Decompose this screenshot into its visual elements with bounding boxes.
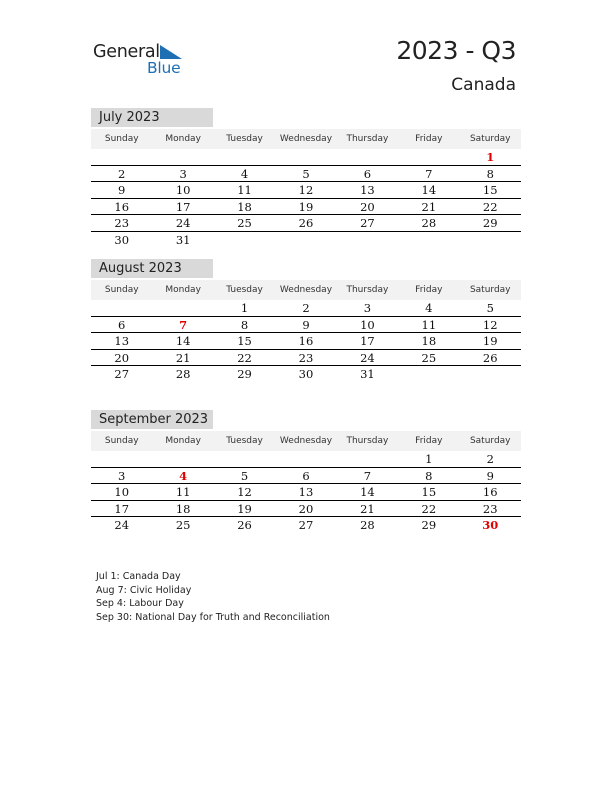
day-cell: 10: [360, 317, 375, 332]
weekday-label: Wednesday: [279, 436, 333, 446]
day-cell: 23: [482, 501, 498, 516]
day-cell: 11: [421, 317, 437, 332]
day-cell: 29: [482, 216, 498, 230]
week-row: [91, 468, 521, 485]
holiday-day-cell: 4: [179, 468, 188, 483]
day-cell: 4: [425, 301, 433, 315]
weekday-label: Wednesday: [279, 285, 333, 295]
day-cell: 9: [302, 317, 310, 332]
day-cell: 10: [175, 183, 191, 197]
day-cell: 16: [482, 485, 498, 499]
day-cell: 11: [237, 183, 252, 197]
day-cell: 7: [363, 468, 372, 483]
day-cell: [275, 149, 336, 165]
day-cell: 22: [421, 501, 437, 516]
day-cell: 7: [425, 166, 433, 181]
holiday-item: Sep 30: National Day for Truth and Reconciliation: [96, 611, 330, 623]
day-cell: 25: [421, 350, 437, 365]
day-cell: [152, 451, 213, 467]
month-title: July 2023: [91, 108, 213, 127]
logo-text-general: General: [93, 42, 160, 62]
day-cell: 23: [298, 350, 314, 365]
page-title: 2023 - Q3: [396, 36, 516, 65]
day-cell: 26: [237, 518, 252, 532]
day-cell: 6: [118, 317, 126, 332]
day-cell: 9: [486, 468, 494, 483]
month-august: [91, 259, 521, 383]
day-cell: [337, 451, 398, 467]
day-cell: 24: [114, 518, 130, 532]
day-cell: 19: [482, 334, 498, 348]
week-row: [91, 182, 521, 199]
day-cell: 1: [425, 452, 433, 466]
day-cell: 18: [421, 334, 437, 348]
day-cell: [214, 149, 275, 165]
weekday-label: Sunday: [104, 134, 139, 144]
day-cell: 13: [360, 183, 375, 197]
day-cell: 26: [482, 350, 498, 365]
weekday-label: Saturday: [469, 436, 511, 446]
week-row: [91, 484, 521, 501]
day-cell: 15: [237, 334, 252, 348]
day-cell: 31: [175, 232, 191, 247]
weekday-label: Sunday: [104, 436, 139, 446]
day-cell: 17: [114, 501, 130, 516]
day-cell: 18: [237, 199, 252, 214]
day-cell: 29: [421, 518, 437, 532]
day-cell: 21: [421, 199, 437, 214]
week-row: [91, 333, 521, 350]
holiday-day-cell: 30: [482, 518, 499, 532]
day-cell: 20: [298, 501, 314, 516]
weekday-label: Tuesday: [226, 285, 263, 295]
day-cell: 27: [298, 518, 314, 532]
week-row: [91, 366, 521, 383]
day-cell: 22: [237, 350, 252, 365]
day-cell: [152, 300, 213, 316]
day-cell: 22: [482, 199, 498, 214]
holiday-list: [96, 570, 330, 624]
day-cell: 5: [486, 301, 494, 315]
day-cell: 17: [175, 199, 191, 214]
day-cell: 2: [118, 166, 126, 181]
weekday-label: Thursday: [346, 436, 389, 446]
week-row: [91, 166, 521, 183]
day-cell: [91, 149, 152, 165]
day-cell: [152, 149, 213, 165]
day-cell: 12: [482, 317, 498, 332]
day-cell: 12: [298, 183, 314, 197]
weekday-label: Saturday: [469, 285, 511, 295]
day-cell: 3: [118, 468, 126, 483]
day-cell: 14: [421, 183, 437, 197]
day-cell: [275, 232, 336, 249]
day-cell: [337, 232, 398, 249]
logo: [93, 42, 193, 82]
day-cell: 15: [482, 183, 498, 197]
day-cell: 18: [175, 501, 191, 516]
day-cell: 8: [486, 166, 494, 181]
weekday-label: Monday: [165, 285, 201, 295]
weekday-label: Monday: [165, 436, 201, 446]
week-row: [91, 317, 521, 334]
day-cell: 13: [114, 334, 130, 348]
day-cell: 14: [360, 485, 375, 499]
day-cell: 30: [298, 367, 314, 381]
week-row: [91, 199, 521, 216]
day-cell: 3: [363, 301, 372, 315]
month-title: September 2023: [91, 410, 213, 429]
day-cell: [460, 366, 521, 383]
day-cell: [91, 300, 152, 316]
day-cell: 19: [237, 501, 252, 516]
week-row: [91, 501, 521, 518]
month-september: [91, 410, 521, 534]
day-cell: 5: [240, 468, 249, 483]
day-cell: 8: [425, 468, 433, 483]
weekday-label: Thursday: [346, 285, 389, 295]
day-cell: 2: [302, 301, 310, 315]
holiday-item: Aug 7: Civic Holiday: [96, 584, 192, 596]
day-cell: 16: [114, 199, 130, 214]
day-cell: 2: [486, 452, 494, 466]
week-row: [91, 350, 521, 367]
day-cell: 20: [114, 350, 130, 365]
day-cell: [337, 149, 398, 165]
day-cell: 15: [421, 485, 437, 499]
holiday-item: Jul 1: Canada Day: [96, 571, 181, 582]
weekday-label: Tuesday: [226, 436, 263, 446]
weekday-header-row: [91, 129, 521, 149]
day-cell: 28: [421, 216, 437, 230]
weekday-label: Saturday: [469, 134, 511, 144]
holiday-item: Sep 4: Labour Day: [96, 598, 184, 609]
day-cell: 27: [360, 216, 375, 230]
day-cell: [91, 451, 152, 467]
weekday-header-row: [91, 280, 521, 300]
day-cell: 6: [302, 468, 310, 483]
weekday-label: Sunday: [104, 285, 139, 295]
day-cell: 8: [240, 317, 249, 332]
day-cell: 26: [298, 216, 314, 230]
day-cell: [398, 232, 459, 249]
weekday-label: Thursday: [346, 134, 389, 144]
day-cell: [214, 232, 275, 249]
day-cell: 13: [298, 485, 314, 499]
weekday-label: Wednesday: [279, 134, 333, 144]
day-cell: 24: [360, 350, 375, 365]
day-cell: 14: [175, 334, 191, 348]
week-row: [91, 232, 521, 249]
holiday-day-cell: 7: [179, 317, 188, 332]
day-cell: 25: [175, 518, 191, 532]
day-cell: 29: [237, 367, 252, 381]
day-cell: 23: [114, 216, 130, 230]
day-cell: 5: [302, 166, 310, 181]
weekday-label: Friday: [415, 285, 443, 295]
day-cell: 4: [240, 166, 249, 181]
weekday-label: Friday: [415, 134, 443, 144]
weekday-label: Tuesday: [226, 134, 263, 144]
day-cell: 27: [114, 367, 130, 381]
logo-triangle-icon: [160, 45, 182, 59]
weekday-label: Monday: [165, 134, 201, 144]
day-cell: 9: [118, 183, 126, 197]
day-cell: [398, 149, 459, 165]
day-cell: 31: [360, 367, 375, 381]
weekday-label: Friday: [415, 436, 443, 446]
day-cell: 16: [298, 334, 314, 348]
day-cell: 24: [175, 216, 191, 230]
day-cell: [275, 451, 336, 467]
day-cell: 19: [298, 199, 314, 214]
day-cell: [460, 232, 521, 249]
weekday-header-row: [91, 431, 521, 451]
week-row: [91, 300, 521, 317]
day-cell: 25: [237, 216, 252, 230]
day-cell: 20: [360, 199, 375, 214]
day-cell: 1: [240, 301, 249, 315]
week-row: [91, 215, 521, 232]
logo-text-blue: Blue: [147, 59, 181, 77]
day-cell: 17: [360, 334, 375, 348]
day-cell: 11: [175, 485, 191, 499]
day-cell: 6: [363, 166, 372, 181]
day-cell: 28: [175, 367, 191, 381]
week-row: [91, 451, 521, 468]
day-cell: 21: [360, 501, 375, 516]
day-cell: 28: [360, 518, 375, 532]
week-row: [91, 517, 521, 534]
day-cell: [214, 451, 275, 467]
day-cell: 30: [114, 232, 130, 247]
page-country: Canada: [451, 75, 516, 95]
month-title: August 2023: [91, 259, 213, 278]
day-cell: 3: [179, 166, 187, 181]
day-cell: [398, 366, 459, 383]
week-row: [91, 149, 521, 166]
day-cell: 12: [237, 485, 252, 499]
day-cell: 10: [114, 485, 130, 499]
holiday-day-cell: 1: [486, 150, 495, 164]
month-july: [91, 108, 521, 248]
day-cell: 21: [175, 350, 191, 365]
